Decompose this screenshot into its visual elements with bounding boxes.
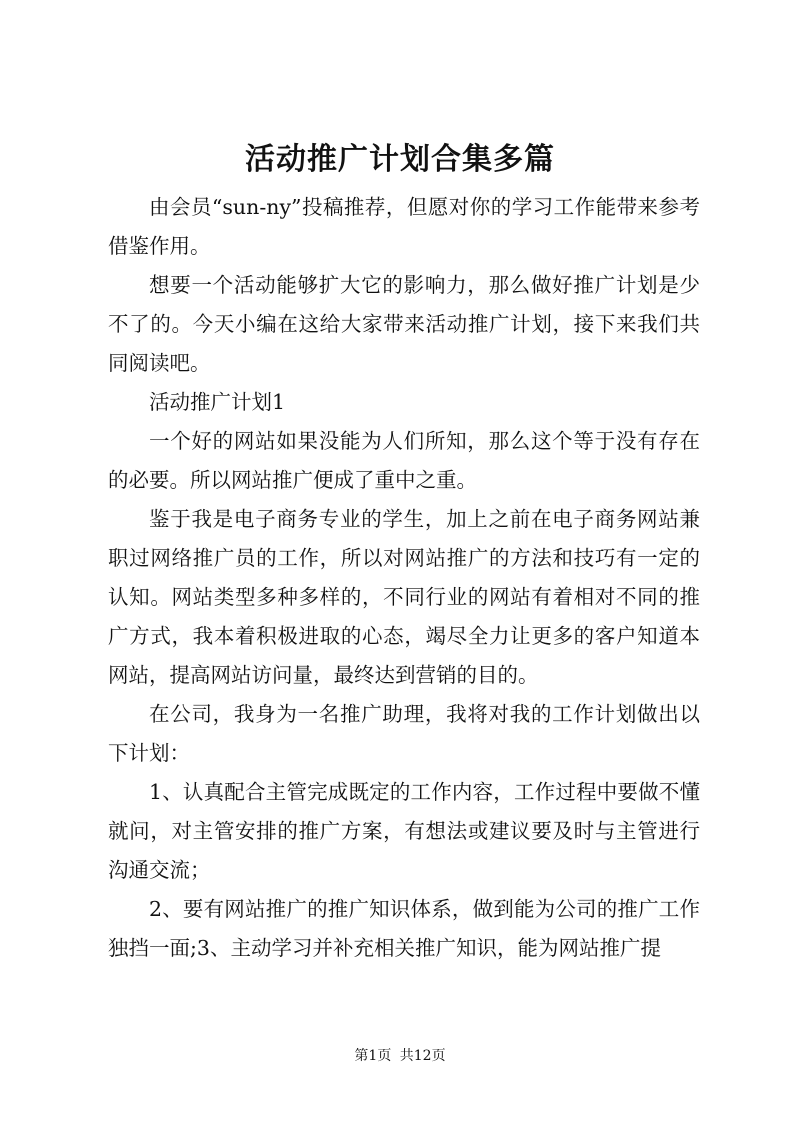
document-title: 活动推广计划合集多篇 — [245, 142, 555, 177]
paragraph-lead: 想要一个活动能够扩大它的影响力，那么做好推广计划是少不了的。今天小编在这给大家带来活动推广计划，接下来我们共同阅读吧。 — [108, 273, 700, 375]
paragraph-intro: 由会员“sun-ny”投稿推荐，但愿对你的学习工作能带来参考借鉴作用。 — [108, 195, 700, 258]
list-item-1: 1、认真配合主管完成既定的工作内容，工作过程中要做不懂就问，对主管安排的推广方案，有想法或建议要及时与主管进行沟通交流； — [108, 780, 700, 882]
paragraph-background: 鉴于我是电子商务专业的学生，加上之前在电子商务网站兼职过网络推广员的工作，所以对网站推广的方法和技巧有一定的认知。网站类型多种多样的，不同行业的网站有着相对不同的推广方式，我本着积极进取的心态，竭尽全力让更多的客户知道本网站，提高网站访问量，最终达到营销的目的。 — [108, 507, 700, 687]
section-heading: 活动推广计划1 — [149, 390, 286, 414]
document-body — [108, 188, 700, 968]
page-number-footer: 第1页 共12页 — [354, 1048, 446, 1064]
paragraph-importance: 一个好的网站如果没能为人们所知，那么这个等于没有存在的必要。所以网站推广便成了重中之重。 — [108, 429, 700, 492]
list-item-2: 2、要有网站推广的推广知识体系，做到能为公司的推广工作独挡一面;3、主动学习并补充相关推广知识，能为网站推广提 — [108, 897, 700, 960]
paragraph-plan-intro: 在公司，我身为一名推广助理，我将对我的工作计划做出以下计划： — [108, 702, 700, 765]
